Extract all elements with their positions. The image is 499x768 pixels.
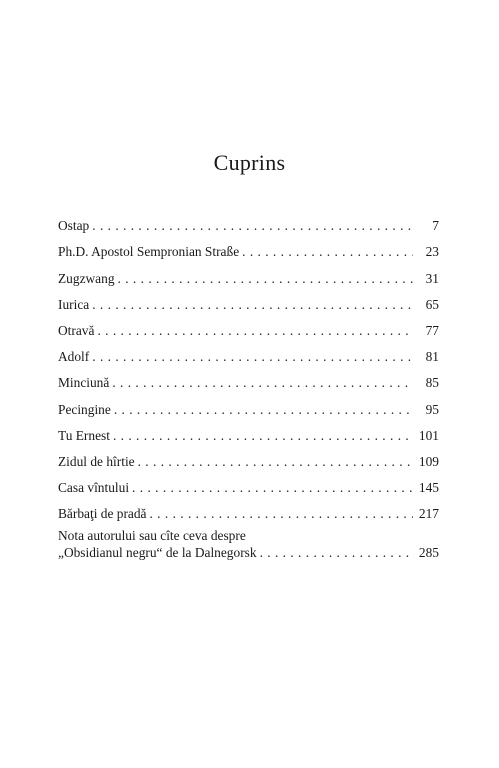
toc-leader-dots bbox=[242, 244, 413, 260]
toc-entry bbox=[58, 208, 439, 234]
toc-entry-page: 95 bbox=[425, 401, 439, 417]
toc-entry-page: 23 bbox=[425, 244, 439, 260]
toc-entry bbox=[58, 496, 439, 522]
toc-leader-dots bbox=[92, 349, 413, 365]
toc-leader-dots bbox=[113, 428, 413, 444]
toc-entry-page: 217 bbox=[418, 506, 439, 522]
toc-entry-title: Adolf bbox=[58, 349, 90, 365]
toc-entry-title: Otravă bbox=[58, 322, 95, 338]
toc-entry bbox=[58, 234, 439, 260]
toc-entry bbox=[58, 287, 439, 313]
toc-entry bbox=[58, 391, 439, 417]
toc-entry bbox=[58, 339, 439, 365]
toc-entry-page: 109 bbox=[418, 453, 439, 469]
toc-entry bbox=[58, 418, 439, 444]
toc-leader-dots bbox=[114, 402, 413, 418]
toc-entry-title-line2: „Obsidianul negru“ de la Dalnegorsk bbox=[58, 545, 257, 561]
toc-entry-title: Zidul de hîrtie bbox=[58, 453, 135, 469]
toc-entry bbox=[58, 313, 439, 339]
toc-entry bbox=[58, 365, 439, 391]
toc-leader-dots bbox=[97, 323, 413, 339]
toc-entry-title: Minciună bbox=[58, 375, 110, 391]
toc-entry-title: Tu Ernest bbox=[58, 427, 110, 443]
toc-entry-title: Ph.D. Apostol Sempronian Straße bbox=[58, 244, 240, 260]
toc-leader-dots bbox=[92, 218, 413, 234]
toc-entry-page: 285 bbox=[418, 545, 439, 561]
toc-entry-page: 77 bbox=[425, 322, 439, 338]
toc-entry-title: Casa vîntului bbox=[58, 480, 130, 496]
toc-entry-page: 65 bbox=[425, 296, 439, 312]
toc-leader-dots bbox=[132, 480, 413, 496]
toc-leader-dots bbox=[92, 297, 413, 313]
toc-entry-page: 145 bbox=[418, 480, 439, 496]
toc-entry-page: 7 bbox=[432, 218, 439, 234]
toc-entry-title bbox=[58, 527, 260, 561]
toc-entry-title: Pecingine bbox=[58, 401, 111, 417]
toc-entry bbox=[58, 444, 439, 470]
toc-entry-page: 101 bbox=[418, 427, 439, 443]
toc-leader-dots bbox=[118, 271, 413, 287]
table-of-contents bbox=[58, 208, 439, 561]
toc-entry-title: Bărbaţi de pradă bbox=[58, 506, 147, 522]
toc-entry-title-line1: Nota autorului sau cîte ceva despre bbox=[58, 528, 246, 544]
toc-entry-page: 85 bbox=[425, 375, 439, 391]
toc-leader-dots bbox=[138, 454, 413, 470]
toc-entry-page: 31 bbox=[425, 270, 439, 286]
toc-entry bbox=[58, 260, 439, 286]
toc-entry-title: Ostap bbox=[58, 218, 90, 234]
toc-leader-dots bbox=[112, 375, 413, 391]
toc-entry-author-note bbox=[58, 527, 439, 561]
toc-entry bbox=[58, 470, 439, 496]
toc-entry-title: Iurica bbox=[58, 296, 90, 312]
toc-leader-dots bbox=[149, 506, 412, 522]
toc-entry-title: Zugzwang bbox=[58, 270, 115, 286]
toc-leader-dots bbox=[260, 545, 413, 561]
page-title: Cuprins bbox=[213, 150, 286, 175]
toc-entry-page: 81 bbox=[425, 349, 439, 365]
